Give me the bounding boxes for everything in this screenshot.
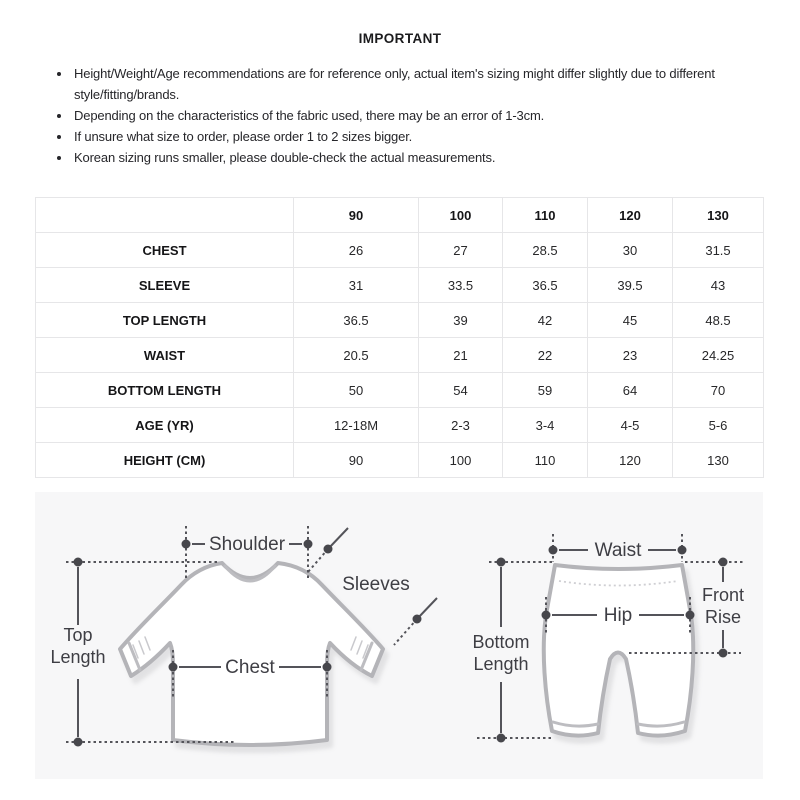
size-table-cell: 90: [294, 443, 419, 478]
size-table-cell: 2-3: [419, 408, 503, 443]
size-table-column-header: 120: [588, 198, 673, 233]
size-table-row-label: BOTTOM LENGTH: [36, 373, 294, 408]
important-bullets: [58, 63, 764, 168]
size-table-cell: 39.5: [588, 268, 673, 303]
size-table-column-header: 90: [294, 198, 419, 233]
size-table-header-row: [36, 198, 764, 233]
size-table-row: [36, 268, 764, 303]
size-table-row-label: TOP LENGTH: [36, 303, 294, 338]
size-table-cell: 21: [419, 338, 503, 373]
size-table-cell: 30: [588, 233, 673, 268]
size-table-cell: 3-4: [503, 408, 588, 443]
size-table-cell: 22: [503, 338, 588, 373]
shirt-diagram: [50, 526, 437, 747]
size-table-cell: 31: [294, 268, 419, 303]
chest-label: Chest: [225, 657, 275, 678]
size-table-cell: 12-18M: [294, 408, 419, 443]
size-guide-diagram: [35, 492, 763, 779]
size-table-cell: 42: [503, 303, 588, 338]
important-bullet: • Korean sizing runs smaller, please double-check the actual measurements.: [72, 147, 764, 168]
size-table-cell: 59: [503, 373, 588, 408]
size-table-cell: 100: [419, 443, 503, 478]
size-table-cell: 5-6: [673, 408, 764, 443]
size-table-cell: 50: [294, 373, 419, 408]
size-table-cell: 45: [588, 303, 673, 338]
shoulder-label: Shoulder: [208, 534, 286, 555]
size-table-cell: 4-5: [588, 408, 673, 443]
front-rise-label-line1: Front: [701, 585, 745, 605]
bottom-length-label-line1: Bottom: [472, 632, 530, 652]
waist-label: Waist: [594, 540, 642, 561]
pants-outline: [544, 565, 693, 736]
size-table-row: [36, 408, 764, 443]
bottom-length-label-line2: Length: [473, 654, 529, 674]
size-table-cell: 20.5: [294, 338, 419, 373]
size-table-row-label: WAIST: [36, 338, 294, 373]
size-table-row-label: AGE (YR): [36, 408, 294, 443]
size-table-row: [36, 338, 764, 373]
size-table-cell: 43: [673, 268, 764, 303]
size-table-column-header: 110: [503, 198, 588, 233]
size-table-row: [36, 443, 764, 478]
front-rise-label-line2: Rise: [704, 607, 742, 627]
size-table-cell: 130: [673, 443, 764, 478]
size-table-cell: 23: [588, 338, 673, 373]
size-table-cell: 110: [503, 443, 588, 478]
size-table-body: [36, 233, 764, 478]
bottom-length-measure: [472, 558, 553, 743]
size-table-row-label: HEIGHT (CM): [36, 443, 294, 478]
size-table-cell: 33.5: [419, 268, 503, 303]
size-table-cell: 64: [588, 373, 673, 408]
size-table-header: [36, 198, 764, 233]
size-table-column-header: 130: [673, 198, 764, 233]
size-table-column-header: 100: [419, 198, 503, 233]
size-table-cell: 36.5: [503, 268, 588, 303]
pants-diagram: [472, 534, 745, 743]
size-table-cell: 28.5: [503, 233, 588, 268]
important-bullet: • If unsure what size to order, please order 1 to 2 sizes bigger.: [72, 126, 764, 147]
size-table-row: [36, 303, 764, 338]
size-table-cell: 36.5: [294, 303, 419, 338]
size-table-cell: 70: [673, 373, 764, 408]
size-table-cell: 31.5: [673, 233, 764, 268]
important-bullet: • Depending on the characteristics of the fabric used, there may be an error of 1-3cm.: [72, 105, 764, 126]
size-table: [35, 197, 764, 478]
sleeves-label: Sleeves: [342, 574, 410, 595]
size-table-cell: 27: [419, 233, 503, 268]
important-title: IMPORTANT: [358, 31, 442, 46]
top-length-label-line1: Top: [63, 625, 93, 645]
size-table-cell: 39: [419, 303, 503, 338]
size-table-corner: [36, 198, 294, 233]
size-table-row-label: SLEEVE: [36, 268, 294, 303]
important-bullet: • Height/Weight/Age recommendations are for reference only, actual item's sizing might differ slightly due to different style/fitting/brands.: [72, 63, 764, 105]
size-table-row: [36, 373, 764, 408]
size-table-cell: 120: [588, 443, 673, 478]
hip-label: Hip: [603, 605, 633, 626]
size-table-cell: 54: [419, 373, 503, 408]
size-table-row-label: CHEST: [36, 233, 294, 268]
size-table-cell: 48.5: [673, 303, 764, 338]
waist-measure: [549, 534, 687, 562]
size-table-cell: 26: [294, 233, 419, 268]
size-table-cell: 24.25: [673, 338, 764, 373]
measurement-diagram-panel: [35, 492, 763, 779]
top-length-label-line2: Length: [50, 647, 106, 667]
size-table-row: [36, 233, 764, 268]
